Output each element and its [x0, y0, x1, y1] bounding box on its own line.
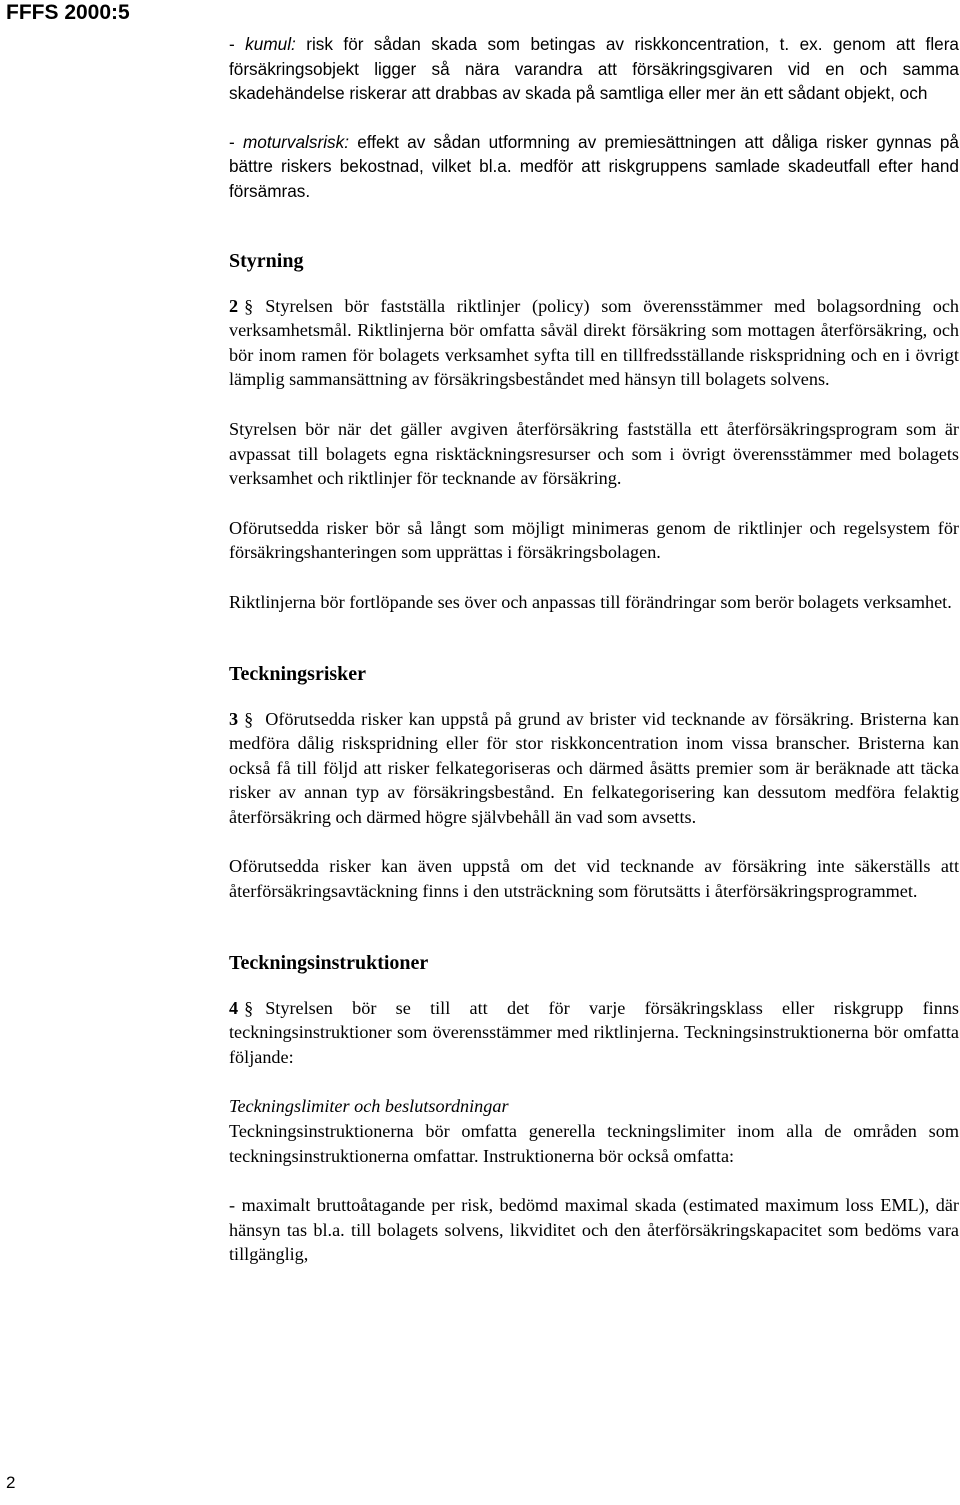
section-number: 3 [229, 708, 239, 729]
section-heading-teckningsrisker: Teckningsrisker [229, 662, 367, 685]
moturvalsrisk-text: effekt av sådan utformning av premiesättningen att dåliga risker gynnas på bättre riskers bekostnad, vilket bl.a. medför att riskgruppens samlade skadeutfall efter hand försämras. [229, 131, 959, 201]
teckningsinstruktioner-text-1: Styrelsen bör se till att det för varje försäkringsklass eller riskgrupp finns teckningsinstruktioner som överensstämmer med riktlinjerna. Teckningsinstruktionerna bör omfatta följande: [229, 997, 959, 1067]
page-number: 2 [6, 1473, 16, 1492]
styrning-paragraph-2: Styrelsen bör när det gäller avgiven återförsäkring fastställa ett återförsäkringsprogram som är avpassat till bolagets egna risktäckningsresurser och som i övrigt överensstämmer med bolagets verksamhet och riktlinjer för tecknande av försäkring. [229, 418, 959, 489]
moturvalsrisk-definition: - moturvalsrisk: effekt av sådan utformning av premiesättningen att dåliga risker gynnas på bättre riskers bekostnad, vilket bl.a. medför att riskgruppens samlade skadeutfall efter hand försämras. [229, 131, 959, 201]
teckningsinstruktioner-paragraph-3: - maximalt bruttoåtagande per risk, bedömd maximal skada (estimated maximum loss EML), där hänsyn tas bl.a. till bolagets solvens, likviditet och den återförsäkringskapacitet som bedöms vara tillgänglig, [229, 1195, 959, 1265]
section-heading-teckningsinstruktioner: Teckningsinstruktioner [229, 951, 429, 974]
paragraph-sign: § [244, 295, 254, 316]
paragraph-sign: § [244, 997, 254, 1018]
kumul-text: risk för sådan skada som betingas av riskkoncentration, t. ex. genom att flera försäkringsobjekt ligger så nära varandra att försäkringsgivaren vid en och samma skadehändelse riskerar att drabbas av skada på samtliga eller mer än ett sådant objekt, och [229, 34, 959, 104]
styrning-text-1: Styrelsen bör fastställa riktlinjer (policy) som överensstämmer med bolagsordning och verksamhetsmål. Riktlinjerna bör omfatta såväl direkt försäkring som mottagen återförsäkring, och bör inom ramen för bolagets verksamhet syfta till en tillfredsställande riskspridning och en i övrigt lämplig sammansättning av försäkringsbeståndet med hänsyn till bolagets solvens. [229, 295, 959, 390]
paragraph-sign: § [244, 708, 254, 729]
teckningsrisker-text-1: Oförutsedda risker kan uppstå på grund av brister vid tecknande av försäkring. Bristerna kan medföra dålig riskspridning eller för stor riskkoncentration inom vissa branscher. Bristerna kan också få till följd att risker felkategoriseras och därmed åsätts premier som är beräknade att täcka risker av annan typ av försäkringsbestånd. En felkategorisering kan dessutom medföra felaktig återförsäkring och därmed högre självbehåll än vad som avsetts. [229, 708, 959, 827]
section-number: 4 [229, 997, 239, 1018]
subheading-teckningslimiter: Teckningslimiter och beslutsordningar [229, 1096, 509, 1117]
document-body [229, 32, 959, 1267]
styrning-paragraph-3: Oförutsedda risker bör så långt som möjligt minimeras genom de riktlinjer och regelsystem för försäkringshanteringen som upprättas i försäkringsbolagen. [229, 517, 959, 563]
kumul-definition: - kumul: risk för sådan skada som betingas av riskkoncentration, t. ex. genom att flera försäkringsobjekt ligger så nära varandra att försäkringsgivaren vid en och samma skadehändelse riskerar att drabbas av skada på samtliga eller mer än ett sådant objekt, och [229, 34, 959, 104]
section-number: 2 [229, 295, 239, 316]
styrning-paragraph-4: Riktlinjerna bör fortlöpande ses över och anpassas till förändringar som berör bolagets verksamhet. [229, 591, 952, 612]
section-heading-styrning: Styrning [229, 249, 304, 272]
styrning-paragraph-1 [229, 294, 959, 392]
teckningsrisker-paragraph-1 [229, 707, 959, 830]
teckningsinstruktioner-paragraph-2: Teckningsinstruktionerna bör omfatta generella teckningslimiter inom alla de områden som teckningsinstruktionerna omfattar. Instruktionerna bör också omfatta: [229, 1121, 959, 1166]
document-header: FFFS 2000:5 [6, 1, 130, 24]
teckningsinstruktioner-paragraph-1 [229, 996, 959, 1070]
moturvalsrisk-term: moturvalsrisk: [242, 131, 349, 152]
teckningsrisker-paragraph-2: Oförutsedda risker kan även uppstå om det vid tecknande av försäkring inte säkerställs att återförsäkringsavtäckning finns i den utsträckning som förutsätts i återförsäkringsprogrammet. [229, 856, 959, 902]
kumul-term: kumul: [245, 34, 296, 54]
